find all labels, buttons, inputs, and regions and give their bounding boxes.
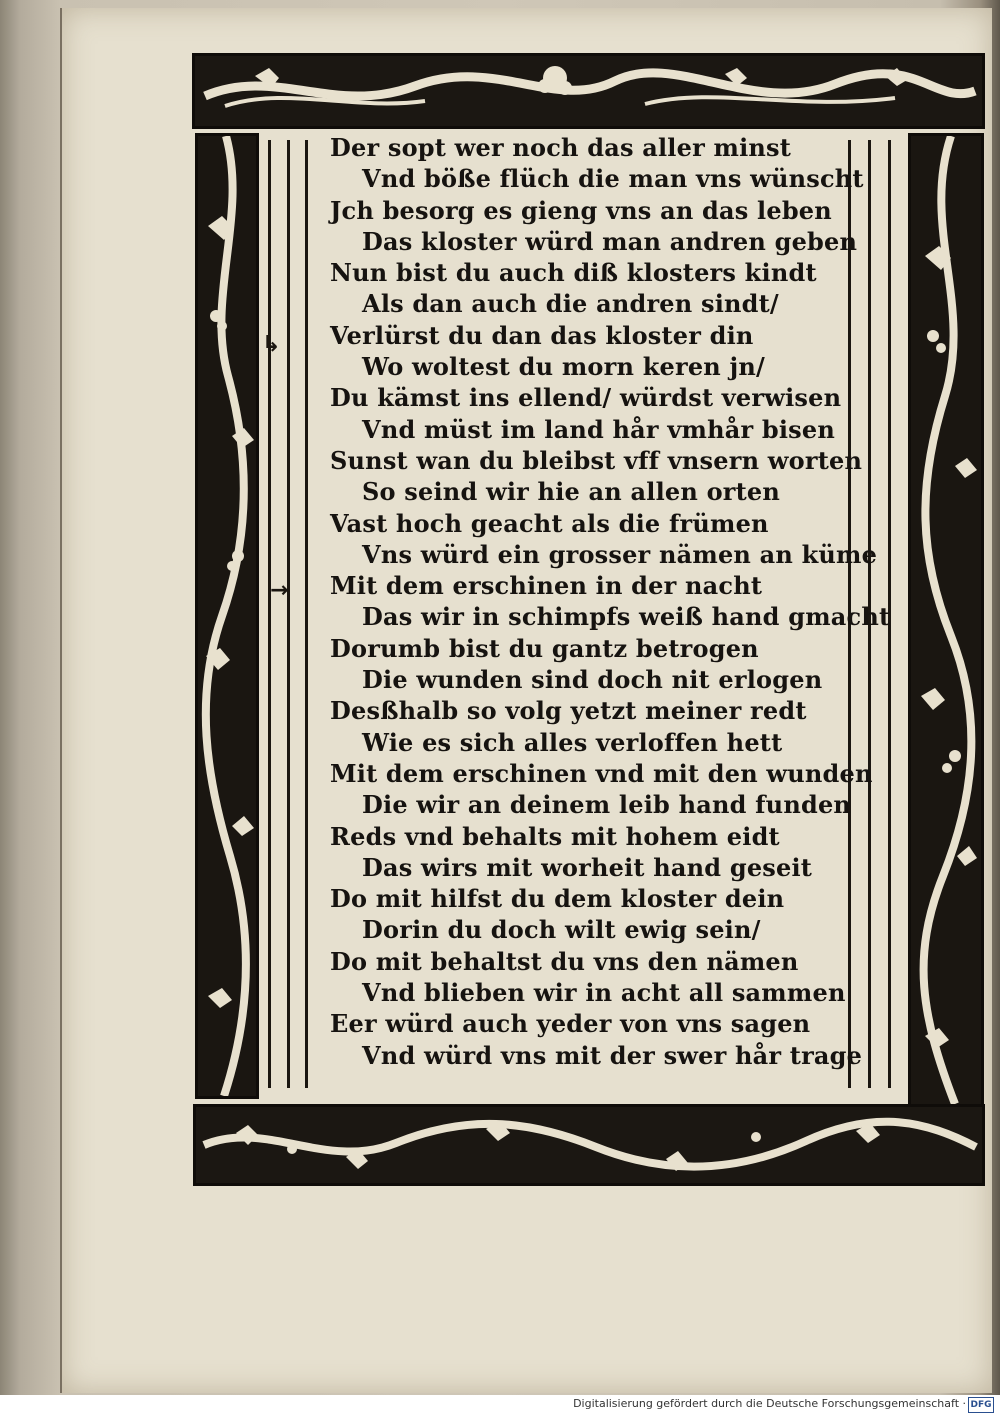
verse-line: So seind wir hie an allen orten — [362, 477, 781, 507]
verse-line: Do mit hilfst du dem kloster dein — [330, 884, 785, 914]
verse-line: Verlürst du dan das kloster din — [330, 320, 754, 350]
verse-line: Vnd blieben wir in acht all sammen — [362, 978, 846, 1008]
verse-line: Du kämst ins ellend/ würdst verwisen — [330, 383, 842, 413]
verse-line: Das wir in schimpfs weiß hand gmacht — [362, 602, 891, 632]
verse-line: Dorumb bist du gantz betrogen — [330, 633, 759, 663]
funding-credit: Digitalisierung gefördert durch die Deutsche Forschungsgemeinschaft · — [573, 1397, 966, 1410]
verse-line: Vnd müst im land hår vmhår bisen — [362, 414, 835, 444]
verse-line: Sunst wan du bleibst vff vnsern worten — [330, 445, 863, 475]
verse-line: Die wunden sind doch nit erlogen — [362, 665, 823, 695]
verse-line: Mit dem erschinen vnd mit den wunden — [330, 758, 873, 788]
verse-line: Jch besorg es gieng vns an das leben — [330, 195, 832, 225]
verse-text-block — [330, 132, 890, 1071]
rule-left-3 — [305, 140, 308, 1088]
verse-line: Reds vnd behalts mit hohem eidt — [330, 821, 780, 851]
verse-line: Das kloster würd man andren geben — [362, 226, 858, 256]
woodcut-border-right — [908, 133, 984, 1107]
woodcut-border-bottom — [193, 1104, 985, 1186]
woodcut-border-left — [195, 133, 259, 1099]
verse-line: Die wir an deinem leib hand funden — [362, 790, 852, 820]
rule-left-2 — [287, 140, 290, 1088]
verse-line: Das wirs mit worheit hand geseit — [362, 852, 813, 882]
verse-line: Mit dem erschinen in der nacht — [330, 571, 763, 601]
verse-line: Dorin du doch wilt ewig sein/ — [362, 915, 761, 945]
verse-line: Der sopt wer noch das aller minst — [330, 133, 792, 162]
verse-line: Wie es sich alles verloffen hett — [362, 727, 783, 757]
verse-line: Vast hoch geacht als die frümen — [330, 508, 769, 538]
margin-mark-arrow-1: ↳ — [262, 332, 281, 357]
verse-line: Vnd würd vns mit der swer hår trage — [362, 1040, 863, 1070]
verse-line: Vns würd ein grosser nämen an küme — [362, 539, 878, 569]
dfg-logo: DFG — [968, 1397, 994, 1413]
woodcut-border-top — [192, 53, 985, 129]
verse-line: Wo woltest du morn keren jn/ — [362, 352, 766, 382]
verse-line: Nun bist du auch diß klosters kindt — [330, 258, 817, 288]
verse-line: Als dan auch die andren sindt/ — [362, 289, 779, 319]
verse-line: Vnd böße flüch die man vns wünscht — [362, 164, 864, 194]
rule-left-1 — [268, 140, 271, 1088]
verse-line: Do mit behaltst du vns den nämen — [330, 946, 799, 976]
margin-mark-arrow-2: → — [270, 578, 289, 603]
verse-line: Desßhalb so volg yetzt meiner redt — [330, 696, 807, 726]
verse-line: Eer würd auch yeder von vns sagen — [330, 1009, 811, 1039]
